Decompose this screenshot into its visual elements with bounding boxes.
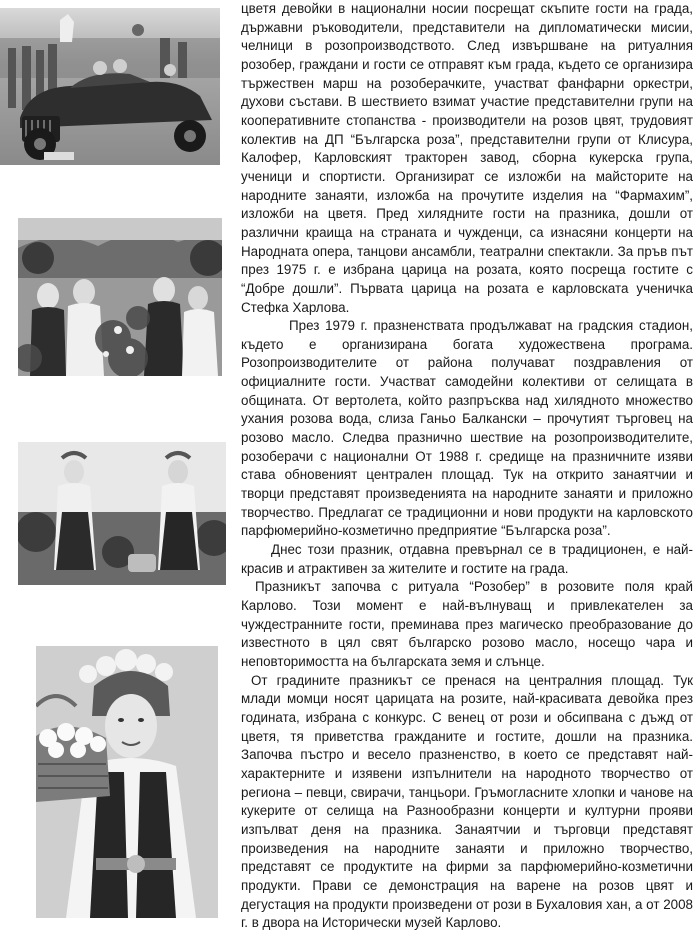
photo-women-in-rose-field — [18, 218, 222, 376]
paragraph-4: Празникът започва с ритуала “Розобер” в розовите поля край Карлово. Този момент е най-вълнуващ и привлекателен за чуждестранните гости, преминава през магическо преобразование до известното в цял свят българско розово масло, носещо чара и неповторимостта на българската земя и слънце. — [241, 579, 693, 669]
photo-vintage-car-parade — [0, 8, 220, 165]
paragraph-3: Днес този празник, отдавна превърнал се в традиционен, е най-красив и атрактивен за жителите и гостите на града. — [241, 542, 693, 576]
photo-rose-picker-with-basket — [36, 646, 218, 918]
paragraph-5: От градините празникът се пренася на централния площад. Тук млади момци носят царицата на розите, най-красивата девойка през годината, избрана с конкурс. С венец от рози и обсипвана с дъжд от цветя, тя приветства гражданите и гостите, дошли на празника. Започва пъстро и весело празненство, в което се представят най-характерните и изявени изпълнители на народното творчество от региона – певци, свирачи, танцьори. Гръмогласните хлопки и чанове на кукерите от селища на Разнообразни концерти и културни прояви изпълват деня на празника. Занаятчии и търговци представят произведения на народните занаяти и приложно творчество, представят се продуктите на фирми за парфюмерийно-козметични продукти. Прави се демонстрация на варене на розов цвят и дегустация на продукти произведени от рози в Бухаловия хан, а от 2008 г. в двора на Исторически музей Карлово. — [241, 672, 693, 931]
paragraph-1: цветя девойки в национални носии посрещат скъпите гости на града, държавни ръководители, представители на дипломатически мисии, челници в розопроизводството. След извършване на ритуалния розобер, граждани и гости се отправят към града, където се организира тържествен марш на розоберачките, участват фанфарни оркестри, духови състави. В шествието взимат участие представителни групи на кооперативните стопанства - производители на розов цвят, трудовият колектив на ДП “Българска роза”, представителни групи от Клисура, Калофер, Карловският тракторен завод, сборна кукерска група, ученици и спортисти. Организират се изложби на майсторите на народните занаяти, изложба на прочутите изделия на “Фармахим”, изложби на цветя. Пред хилядните гости на празника, дошли от различни краища на страната и чужденци, са изнасяни концерти на Народната опера, танцови ансамбли, театрални спектакли. За пръв път през 1975 г. е избрана царица на розата, която посреща гостите с “Добре дошли”. Първата царица на розата е карловската ученичка Стефка Харлова. — [241, 1, 693, 315]
article-text — [241, 0, 693, 933]
photo-girls-in-folk-costume — [18, 442, 226, 585]
paragraph-2: През 1979 г. празненствата продължават на градския стадион, където е организирана богата художествена програма. Розопроизводителите от района получават поздравления от официалните гости. Участват самодейни колективи от селищата в общината. От вертолета, който разпръсква над хилядното множество ухания розова вода, слиза Ганьо Балкански – прочутият търговец на розово масло. Следва празнично шествие на розопроизводителите, розоберачи с национални От 1988 г. средище на празничните изяви става обновеният централен площад. Тук на открито занаятчии и творци представят произведенията на народните занаяти и приложно творчество. Предлагат се традиционни и нови продукти на карловското парфюмерийно-козметично предприятие “Българска роза”. — [241, 318, 693, 539]
